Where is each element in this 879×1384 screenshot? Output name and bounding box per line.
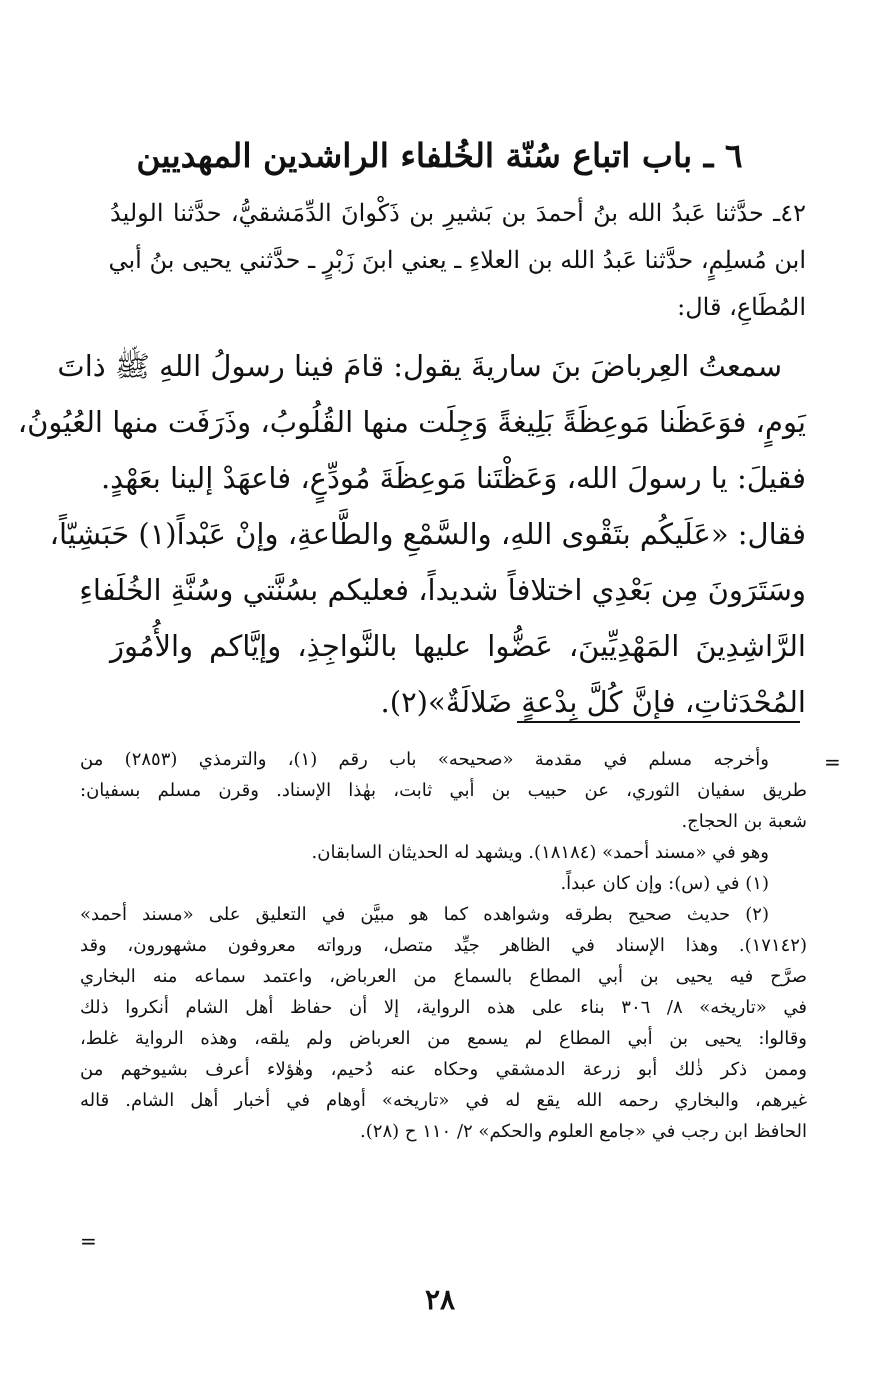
hadith-line: يَومٍ، فوَعَظَنا مَوعِظَةً بَلِيغةً وَجِلَت منها القُلُوبُ، وذَرَفَت منها العُيُونُ، [17,405,806,439]
footnote-line: طريق سفيان الثوري، عن حبيب بن أبي ثابت، بهٰذا الإسناد. وقرن مسلم بسفيان: [80,780,807,801]
footnote-line: شعبة بن الحجاج. [681,811,807,832]
isnad-line: ٤٢ـ حدَّثنا عَبدُ الله بنُ أحمدَ بن بَشيرِ بن ذَكْوانَ الدِّمَشقيُّ، حدَّثنا الوليدُ [110,199,806,227]
footnote-line: وأخرجه مسلم في مقدمة «صحيحه» باب رقم (١)، والترمذي (٢٨٥٣) من [80,749,769,770]
hadith-line: وسَتَرَونَ مِن بَعْدِي اختلافاً شديداً، فعليكم بسُنَّتي وسُنَّةِ الخُلَفاءِ [79,573,806,607]
footnote-line: وهو في «مسند أحمد» (١٨١٨٤). ويشهد له الحديثان السابقان. [311,842,769,863]
hadith-line: الرَّاشِدِينَ المَهْدِيِّينَ، عَضُّوا عليها بالنَّواجِذِ، وإيَّاكم والأُمُورَ [110,629,806,663]
continuation-mark-bottom: = [80,1229,97,1253]
chapter-title: ٦ ـ باب اتباع سُنّة الخُلفاء الراشدين المهديين [136,136,743,175]
hadith-line: فقال: «عَلَيكُم بتَقْوى اللهِ، والسَّمْعِ والطَّاعةِ، وإنْ عَبْداً(١) حَبَشِيّاً، [49,517,806,551]
footnote-2-line: (٢) حديث صحيح بطرقه وشواهده كما هو مبيَّن في التعليق على «مسند أحمد» [80,904,769,925]
page-number: ٢٨ [424,1283,456,1316]
footnote-2-line: (١٧١٤٢). وهذا الإسناد في الظاهر جيِّد متصل، ورواته معروفون مشهورون، وقد [80,935,807,956]
hadith-line: المُحْدَثاتِ، فإنَّ كُلَّ بِدْعةٍ ضَلالَةٌ»(٢). [380,685,806,719]
footnote-2-line: في «تاريخه» ٨/ ٣٠٦ بناء على هذه الرواية، إلا أن حفاظ أهل الشام أنكروا ذلك [80,997,807,1018]
footnote-2-line: الحافظ ابن رجب في «جامع العلوم والحكم» ٢/ ١١٠ ح (٢٨). [360,1121,807,1142]
continuation-mark-top: = [824,750,841,774]
isnad-paragraph [110,190,806,331]
hadith-line: فقيلَ: يا رسولَ الله، وَعَظْتَنا مَوعِظَةَ مُودِّعٍ، فاعهَدْ إلينا بعَهْدٍ. [100,461,806,495]
footnotes [80,744,807,1147]
hadith-line: سمعتُ العِرباضَ بنَ ساريةَ يقول: قامَ فينا رسولُ اللهِ ﷺ ذاتَ [57,349,782,383]
isnad-line: ابن مُسلِمٍ، حدَّثنا عَبدُ الله بن العلاءِ ـ يعني ابنَ زَبْرٍ ـ حدَّثني يحيى بنُ أبي [108,246,806,274]
footnote-2-line: وقالوا: يحيى بن أبي المطاع لم يسمع من العرباض ولم يلقه، وهذه الرواية غلط، [80,1028,807,1049]
footnote-1: (١) في (س): وإن كان عبداً. [560,873,769,894]
isnad-line: المُطَاعِ، قال: [677,293,806,321]
footnote-2-line: غيرهم، والبخاري رحمه الله يقع له في «تاريخه» أوهام في أخبار أهل الشام. قاله [80,1090,807,1111]
footnote-separator [517,721,800,723]
hadith-text [17,338,806,730]
footnote-2-line: صرَّح فيه يحيى بن أبي المطاع بالسماع من العرباض، واعتمد سماعه منه البخاري [80,966,807,987]
footnote-2-line: وممن ذكر ذٰلك أبو زرعة الدمشقي وحكاه عنه دُحيم، وهٰؤلاء أعرف بشيوخهم من [80,1059,807,1080]
